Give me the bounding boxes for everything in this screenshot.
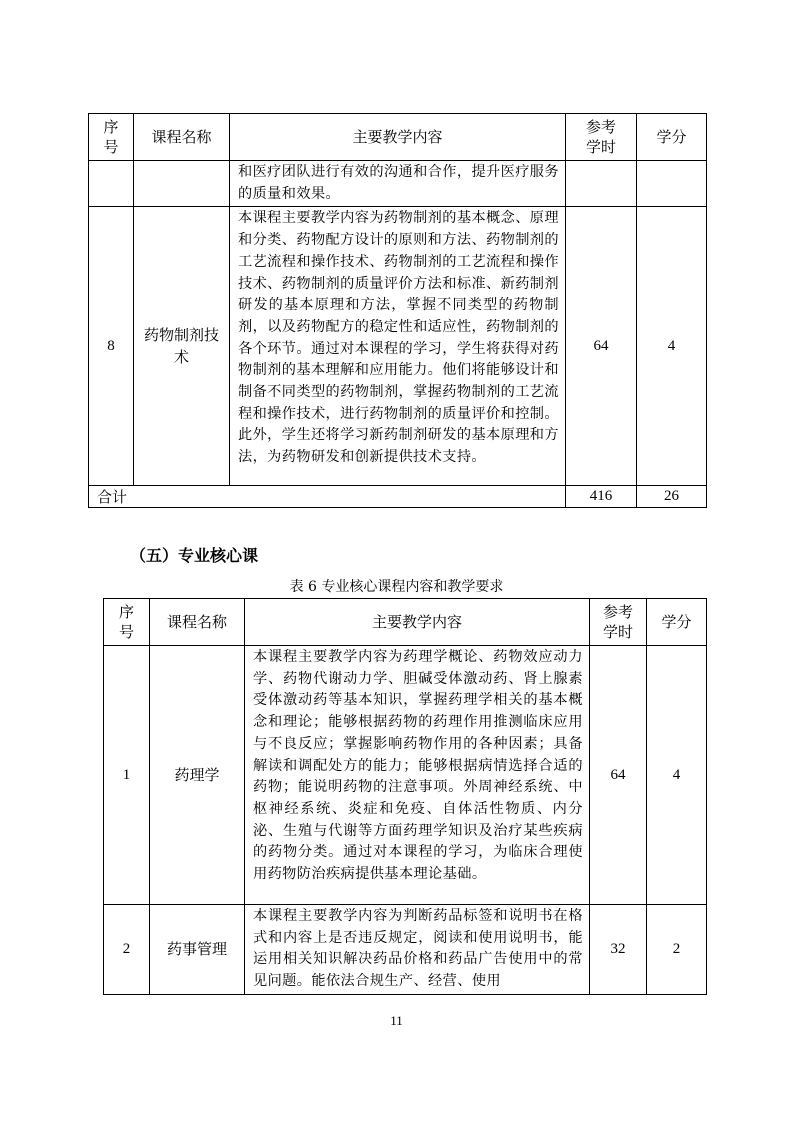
- course-content: 本课程主要教学内容为药理学概论、药物效应动力学、药物代谢动力学、胆碱受体激动药、肾上腺素受体激动药等基本知识，掌握药理学相关的基本概念和理论；能够根据药物的药理作用推测临床应用与不良反应；掌握影响药物作用的各种因素；具备解读和调配处方的能力；能够根据病情选择合适的药物；能说明药物的注意事项。外周神经系统、中枢神经系统、炎症和免疫、自体活性物质、内分泌、生殖与代谢等方面药理学知识及治疗某些疾病的药物分类。通过对本课程的学习，为临床合理使用药物防治疾病提供基本理论基础。: [245, 646, 590, 905]
- course-name: 药事管理: [150, 905, 245, 995]
- total-credits: 26: [637, 486, 707, 508]
- header-main-content: 主要教学内容: [230, 114, 566, 161]
- course-credits: 4: [647, 646, 707, 905]
- course-name: 药物制剂技术: [134, 207, 230, 486]
- header-course-name: 课程名称: [150, 599, 245, 646]
- table-header-row: [104, 599, 707, 646]
- course-hours: 64: [566, 207, 637, 486]
- course-no: 1: [104, 646, 150, 905]
- core-course-table: [103, 598, 707, 995]
- total-label: 合计: [89, 486, 566, 508]
- table-row: [89, 207, 707, 486]
- table-row: [104, 646, 707, 905]
- course-content: 本课程主要教学内容为药物制剂的基本概念、原理和分类、药物配方设计的原则和方法、药物制剂的工艺流程和操作技术、药物制剂的工艺流程和操作技术、药物制剂的质量评价方法和标准、新药制剂研发的基本原理和方法，掌握不同类型的药物制剂，以及药物配方的稳定性和适应性，药物制剂的各个环节。通过对本课程的学习，学生将获得对药物制剂的基本理解和应用能力。他们将能够设计和制备不同类型的药物制剂，掌握药物制剂的工艺流程和操作技术，进行药物制剂的质量评价和控制。此外，学生还将学习新药制剂研发的基本原理和方法，为药物研发和创新提供技术支持。: [230, 207, 566, 486]
- course-no: 8: [89, 207, 134, 486]
- total-hours: 416: [566, 486, 637, 508]
- course-credits: 4: [637, 207, 707, 486]
- section-heading: （五）专业核心课: [130, 546, 259, 565]
- table-caption: 表 6 专业核心课程内容和教学要求: [289, 579, 504, 595]
- course-hours: 64: [590, 646, 647, 905]
- header-no: 序 号: [89, 114, 134, 161]
- course-name: 药理学: [150, 646, 245, 905]
- course-content: 本课程主要教学内容为判断药品标签和说明书在格式和内容上是否违反规定，阅读和使用说明书，能运用相关知识解决药品价格和药品广告使用中的常见问题。能依法合规生产、经营、使用: [245, 905, 590, 995]
- course-credits: 2: [647, 905, 707, 995]
- table-row: [89, 161, 707, 207]
- page-number: 11: [390, 1013, 403, 1028]
- total-row: [89, 486, 707, 508]
- table-row: [104, 905, 707, 995]
- table-header-row: [89, 114, 707, 161]
- course-table-continued: [88, 113, 707, 508]
- header-no: 序 号: [104, 599, 150, 646]
- header-credits: 学分: [647, 599, 707, 646]
- header-hours: 参考 学时: [566, 114, 637, 161]
- header-hours: 参考 学时: [590, 599, 647, 646]
- header-main-content: 主要教学内容: [245, 599, 590, 646]
- course-content: 和医疗团队进行有效的沟通和合作，提升医疗服务的质量和效果。: [230, 161, 566, 207]
- header-course-name: 课程名称: [134, 114, 230, 161]
- course-hours: 32: [590, 905, 647, 995]
- header-credits: 学分: [637, 114, 707, 161]
- course-no: 2: [104, 905, 150, 995]
